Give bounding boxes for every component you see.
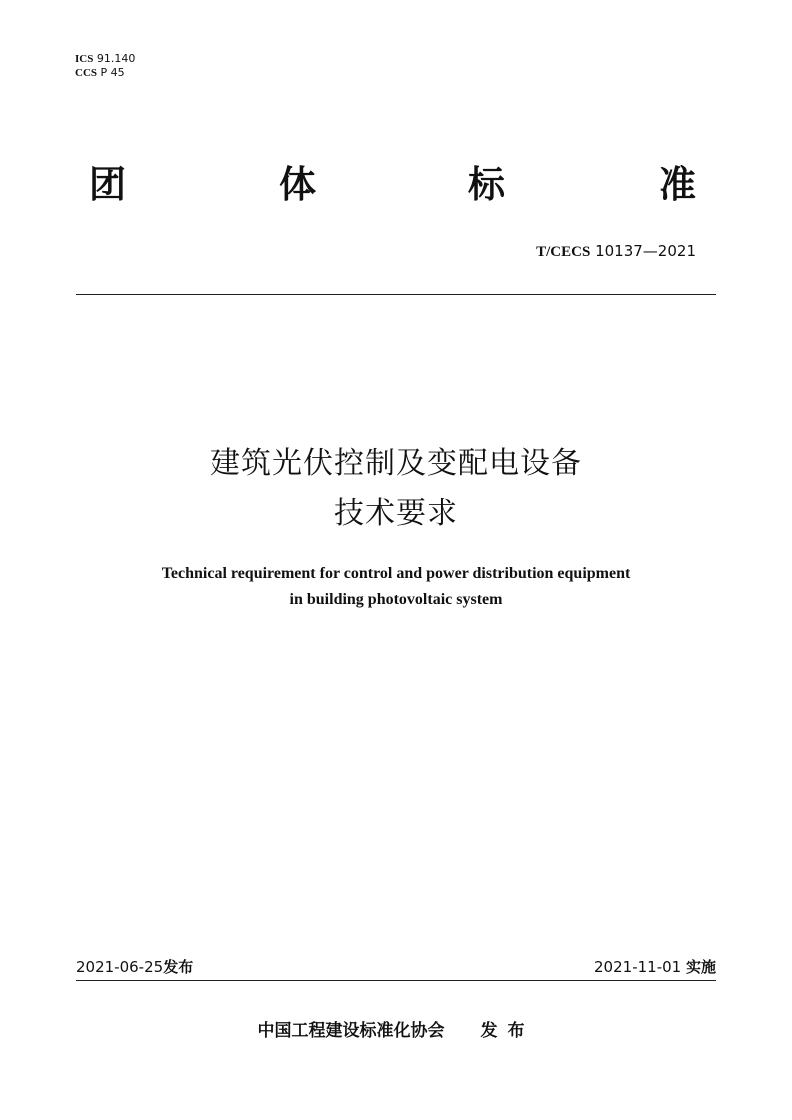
standard-type-char-3: 标: [468, 163, 505, 206]
standard-type-char-1: 团: [89, 163, 126, 206]
standard-number-prefix: T/CECS: [536, 244, 591, 260]
top-divider: [76, 294, 716, 295]
issue-date: [76, 957, 193, 977]
implementation-date-label: 实施: [685, 958, 716, 976]
ccs-code: [75, 66, 135, 80]
implementation-date: [594, 957, 716, 977]
standard-type-heading: [75, 160, 715, 210]
publisher-verb: 发布: [480, 1021, 535, 1041]
ics-label: ICS: [75, 53, 94, 65]
ccs-value: P 45: [100, 66, 125, 79]
issue-date-label: 发布: [163, 958, 194, 976]
standard-number: [536, 241, 696, 262]
publisher: [0, 1019, 792, 1043]
title-cn-line-1: 建筑光伏控制及变配电设备: [210, 446, 582, 481]
implementation-date-value: 2021-11-01: [594, 958, 682, 976]
standard-number-value: 10137—2021: [595, 242, 696, 260]
ics-value: 91.140: [96, 52, 136, 65]
classification-codes: [75, 52, 135, 80]
standard-type-char-2: 体: [279, 163, 316, 206]
standard-type-char-4: 准: [659, 163, 696, 206]
title-en-line-2: in building photovoltaic system: [289, 591, 503, 608]
publisher-name: 中国工程建设标准化协会: [257, 1021, 445, 1041]
issue-date-value: 2021-06-25: [76, 958, 164, 976]
title-cn-line-2: 技术要求: [334, 496, 458, 531]
ccs-label: CCS: [75, 67, 98, 79]
bottom-divider: [76, 980, 716, 981]
title-en-line-1: Technical requirement for control and power distribution equipment: [161, 565, 631, 582]
ics-code: [75, 52, 135, 66]
